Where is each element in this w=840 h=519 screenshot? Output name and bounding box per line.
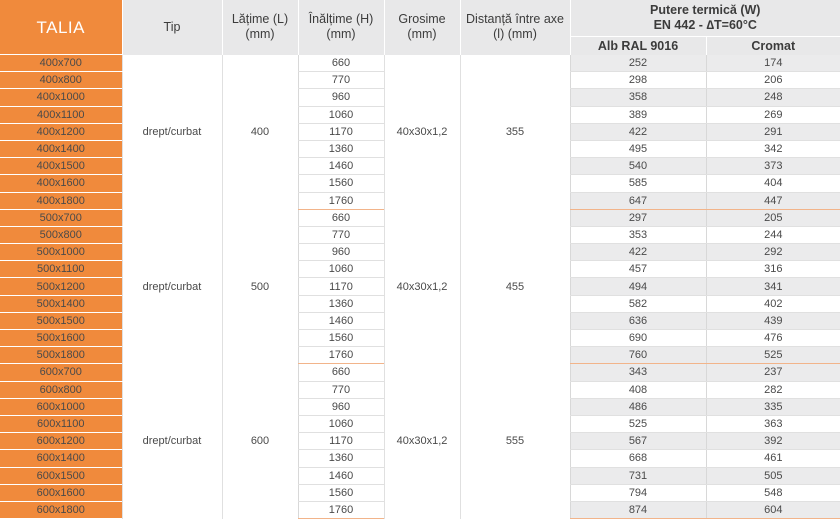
inaltime-cell: 960 bbox=[298, 89, 384, 106]
model-cell: 500x700 bbox=[0, 209, 122, 226]
model-cell: 400x1500 bbox=[0, 158, 122, 175]
cromat-power-cell: 373 bbox=[706, 158, 840, 175]
grosime-cell: 40x30x1,2 bbox=[384, 364, 460, 519]
model-cell: 400x1200 bbox=[0, 123, 122, 140]
distanta-header-line1: Distanță între axe bbox=[466, 12, 564, 27]
model-cell: 500x1800 bbox=[0, 347, 122, 364]
distanta-header-line2: (l) (mm) bbox=[493, 27, 537, 42]
model-cell: 600x1000 bbox=[0, 398, 122, 415]
cromat-power-cell: 174 bbox=[706, 55, 840, 72]
cromat-power-cell: 392 bbox=[706, 433, 840, 450]
alb-power-cell: 408 bbox=[570, 381, 706, 398]
inaltime-cell: 770 bbox=[298, 381, 384, 398]
distanta-header bbox=[460, 0, 570, 55]
alb-power-cell: 389 bbox=[570, 106, 706, 123]
cromat-header: Cromat bbox=[706, 37, 840, 55]
alb-power-cell: 540 bbox=[570, 158, 706, 175]
inaltime-cell: 1460 bbox=[298, 158, 384, 175]
model-cell: 600x1500 bbox=[0, 467, 122, 484]
distanta-cell: 455 bbox=[460, 209, 570, 364]
cromat-power-cell: 505 bbox=[706, 467, 840, 484]
grosime-cell: 40x30x1,2 bbox=[384, 55, 460, 210]
brand-header: TALIA bbox=[0, 0, 122, 55]
cromat-power-cell: 269 bbox=[706, 106, 840, 123]
inaltime-header-line2: (mm) bbox=[326, 27, 356, 42]
model-cell: 600x700 bbox=[0, 364, 122, 381]
distanta-cell: 555 bbox=[460, 364, 570, 519]
model-cell: 600x1200 bbox=[0, 433, 122, 450]
inaltime-header-line1: Înălțime (H) bbox=[308, 12, 374, 27]
model-cell: 400x1800 bbox=[0, 192, 122, 209]
cromat-power-cell: 341 bbox=[706, 278, 840, 295]
model-cell: 600x1400 bbox=[0, 450, 122, 467]
cromat-power-cell: 363 bbox=[706, 415, 840, 432]
table-row bbox=[0, 55, 840, 72]
model-cell: 500x800 bbox=[0, 226, 122, 243]
cromat-power-cell: 237 bbox=[706, 364, 840, 381]
cromat-power-cell: 206 bbox=[706, 72, 840, 89]
table-row bbox=[0, 364, 840, 381]
tip-header-label: Tip bbox=[163, 19, 181, 34]
inaltime-cell: 1170 bbox=[298, 433, 384, 450]
model-cell: 500x1000 bbox=[0, 244, 122, 261]
model-cell: 400x700 bbox=[0, 55, 122, 72]
cromat-power-cell: 447 bbox=[706, 192, 840, 209]
inaltime-cell: 960 bbox=[298, 398, 384, 415]
alb-power-cell: 525 bbox=[570, 415, 706, 432]
alb-power-cell: 298 bbox=[570, 72, 706, 89]
model-cell: 500x1100 bbox=[0, 261, 122, 278]
cromat-power-cell: 548 bbox=[706, 484, 840, 501]
model-cell: 600x1800 bbox=[0, 501, 122, 518]
alb-power-cell: 422 bbox=[570, 123, 706, 140]
cromat-power-cell: 604 bbox=[706, 501, 840, 518]
inaltime-cell: 1760 bbox=[298, 501, 384, 518]
cromat-power-cell: 244 bbox=[706, 226, 840, 243]
inaltime-cell: 1760 bbox=[298, 192, 384, 209]
model-cell: 500x1400 bbox=[0, 295, 122, 312]
tip-cell: drept/curbat bbox=[122, 209, 222, 364]
inaltime-cell: 770 bbox=[298, 72, 384, 89]
table-row bbox=[0, 209, 840, 226]
cromat-power-cell: 402 bbox=[706, 295, 840, 312]
latime-header-line1: Lățime (L) bbox=[231, 12, 289, 27]
alb-power-cell: 636 bbox=[570, 312, 706, 329]
inaltime-cell: 1060 bbox=[298, 415, 384, 432]
model-cell: 400x1100 bbox=[0, 106, 122, 123]
alb-power-cell: 760 bbox=[570, 347, 706, 364]
cromat-power-cell: 342 bbox=[706, 140, 840, 157]
latime-header-line2: (mm) bbox=[245, 27, 275, 42]
alb-power-cell: 252 bbox=[570, 55, 706, 72]
cromat-power-cell: 404 bbox=[706, 175, 840, 192]
alb-power-cell: 567 bbox=[570, 433, 706, 450]
inaltime-cell: 1360 bbox=[298, 295, 384, 312]
cromat-power-cell: 291 bbox=[706, 123, 840, 140]
grosime-header-line2: (mm) bbox=[407, 27, 437, 42]
alb-power-cell: 668 bbox=[570, 450, 706, 467]
inaltime-cell: 1560 bbox=[298, 330, 384, 347]
latime-header bbox=[222, 0, 298, 55]
inaltime-cell: 1560 bbox=[298, 484, 384, 501]
cromat-power-cell: 525 bbox=[706, 347, 840, 364]
cromat-power-cell: 439 bbox=[706, 312, 840, 329]
cromat-power-cell: 282 bbox=[706, 381, 840, 398]
model-cell: 500x1500 bbox=[0, 312, 122, 329]
alb-power-cell: 495 bbox=[570, 140, 706, 157]
tip-cell: drept/curbat bbox=[122, 55, 222, 210]
cromat-power-cell: 248 bbox=[706, 89, 840, 106]
alb-power-cell: 358 bbox=[570, 89, 706, 106]
alb-power-cell: 731 bbox=[570, 467, 706, 484]
alb-power-cell: 647 bbox=[570, 192, 706, 209]
grosime-header bbox=[384, 0, 460, 55]
model-cell: 500x1600 bbox=[0, 330, 122, 347]
alb-header: Alb RAL 9016 bbox=[570, 37, 706, 55]
table-body bbox=[0, 55, 840, 519]
alb-power-cell: 494 bbox=[570, 278, 706, 295]
alb-power-cell: 874 bbox=[570, 501, 706, 518]
alb-power-cell: 422 bbox=[570, 244, 706, 261]
inaltime-header bbox=[298, 0, 384, 55]
inaltime-cell: 770 bbox=[298, 226, 384, 243]
inaltime-cell: 660 bbox=[298, 55, 384, 72]
latime-cell: 600 bbox=[222, 364, 298, 519]
alb-power-cell: 585 bbox=[570, 175, 706, 192]
latime-cell: 500 bbox=[222, 209, 298, 364]
inaltime-cell: 660 bbox=[298, 364, 384, 381]
model-cell: 400x1400 bbox=[0, 140, 122, 157]
model-cell: 600x800 bbox=[0, 381, 122, 398]
cromat-power-cell: 461 bbox=[706, 450, 840, 467]
model-cell: 600x1600 bbox=[0, 484, 122, 501]
model-cell: 400x800 bbox=[0, 72, 122, 89]
grosime-header-line1: Grosime bbox=[398, 12, 446, 27]
inaltime-cell: 1360 bbox=[298, 140, 384, 157]
latime-cell: 400 bbox=[222, 55, 298, 210]
inaltime-cell: 1060 bbox=[298, 261, 384, 278]
alb-power-cell: 297 bbox=[570, 209, 706, 226]
putere-header bbox=[570, 0, 840, 37]
inaltime-cell: 960 bbox=[298, 244, 384, 261]
distanta-cell: 355 bbox=[460, 55, 570, 210]
alb-power-cell: 457 bbox=[570, 261, 706, 278]
model-cell: 500x1200 bbox=[0, 278, 122, 295]
tip-cell: drept/curbat bbox=[122, 364, 222, 519]
model-cell: 600x1100 bbox=[0, 415, 122, 432]
alb-power-cell: 582 bbox=[570, 295, 706, 312]
inaltime-cell: 1360 bbox=[298, 450, 384, 467]
alb-power-cell: 353 bbox=[570, 226, 706, 243]
putere-header-line1: Putere termică (W) bbox=[650, 3, 761, 18]
grosime-cell: 40x30x1,2 bbox=[384, 209, 460, 364]
alb-power-cell: 343 bbox=[570, 364, 706, 381]
inaltime-cell: 1560 bbox=[298, 175, 384, 192]
putere-header-line2: EN 442 - ∆T=60°C bbox=[653, 18, 757, 33]
inaltime-cell: 1170 bbox=[298, 123, 384, 140]
inaltime-cell: 1460 bbox=[298, 312, 384, 329]
model-cell: 400x1600 bbox=[0, 175, 122, 192]
tip-header bbox=[122, 0, 222, 55]
alb-power-cell: 794 bbox=[570, 484, 706, 501]
inaltime-cell: 1060 bbox=[298, 106, 384, 123]
model-cell: 400x1000 bbox=[0, 89, 122, 106]
cromat-power-cell: 292 bbox=[706, 244, 840, 261]
inaltime-cell: 1460 bbox=[298, 467, 384, 484]
cromat-power-cell: 476 bbox=[706, 330, 840, 347]
inaltime-cell: 1760 bbox=[298, 347, 384, 364]
alb-power-cell: 690 bbox=[570, 330, 706, 347]
cromat-power-cell: 335 bbox=[706, 398, 840, 415]
alb-power-cell: 486 bbox=[570, 398, 706, 415]
inaltime-cell: 660 bbox=[298, 209, 384, 226]
cromat-power-cell: 205 bbox=[706, 209, 840, 226]
cromat-power-cell: 316 bbox=[706, 261, 840, 278]
inaltime-cell: 1170 bbox=[298, 278, 384, 295]
